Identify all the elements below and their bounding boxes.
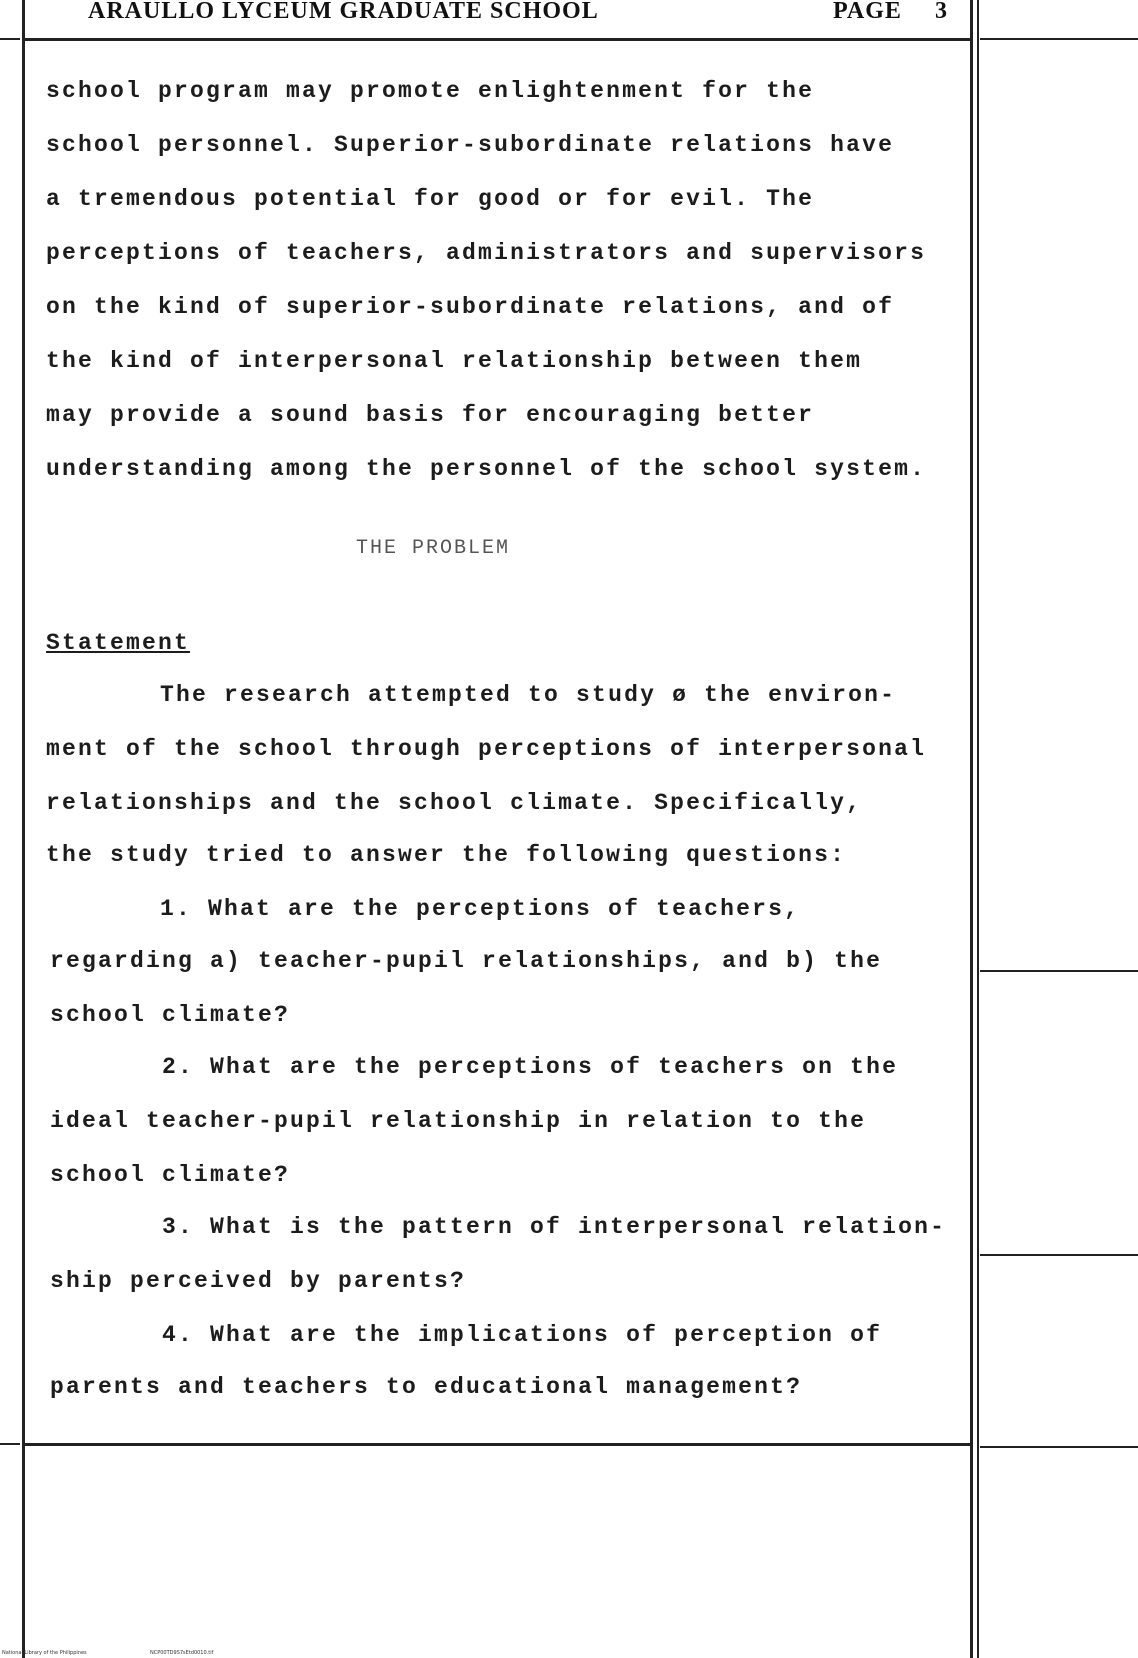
bottom-rule <box>22 1443 972 1446</box>
section-title: THE PROBLEM <box>356 537 511 560</box>
intro-line: understanding among the personnel of the school system. <box>46 456 927 482</box>
right-tick-1 <box>980 970 1138 972</box>
footer-file-id: NCP00TD9S7sEtd0010.tif <box>150 1650 214 1656</box>
intro-line: school program may promote enlightenment for the <box>46 78 815 104</box>
question-2-line: 2. What are the perceptions of teachers on the <box>162 1054 899 1080</box>
header-institution: ARAULLO LYCEUM GRADUATE SCHOOL <box>88 0 599 24</box>
question-1-line: 1. What are the perceptions of teachers, <box>160 896 801 922</box>
left-margin-line <box>22 0 25 1658</box>
left-stub-line <box>0 38 20 40</box>
intro-line: on the kind of superior-subordinate relations, and of <box>46 294 895 320</box>
question-2-line: school climate? <box>50 1162 291 1188</box>
statement-line: the study tried to answer the following questions: <box>46 842 847 868</box>
question-3-line: ship perceived by parents? <box>50 1268 467 1294</box>
header-underline <box>22 38 972 41</box>
intro-line: may provide a sound basis for encouraging better <box>46 402 815 428</box>
header-page-number: 3 <box>935 0 948 24</box>
header-page-label: PAGE <box>833 0 902 24</box>
intro-line: the kind of interpersonal relationship between them <box>46 348 863 374</box>
question-1-line: regarding a) teacher-pupil relationships, and b) the <box>50 948 883 974</box>
right-edge-line <box>977 0 979 1658</box>
intro-line: perceptions of teachers, administrators and supervisors <box>46 240 927 266</box>
right-tick-2 <box>980 1254 1138 1256</box>
statement-line: The research attempted to study ø the environ- <box>160 682 897 708</box>
right-stub-line <box>980 38 1138 40</box>
intro-line: a tremendous potential for good or for evil. The <box>46 186 815 212</box>
left-bottom-stub <box>0 1443 20 1445</box>
question-1-line: school climate? <box>50 1002 291 1028</box>
question-4-line: parents and teachers to educational management? <box>50 1374 803 1400</box>
intro-line: school personnel. Superior-subordinate relations have <box>46 132 895 158</box>
question-2-line: ideal teacher-pupil relationship in relation to the <box>50 1108 867 1134</box>
question-3-line: 3. What is the pattern of interpersonal relation- <box>162 1214 947 1240</box>
statement-line: relationships and the school climate. Specifically, <box>46 790 863 816</box>
right-bottom-stub <box>980 1446 1138 1448</box>
right-margin-line <box>970 0 973 1658</box>
statement-line: ment of the school through perceptions of interpersonal <box>46 736 927 762</box>
subsection-title: Statement <box>46 630 191 656</box>
footer-library: National Library of the Philippines <box>2 1650 87 1656</box>
question-4-line: 4. What are the implications of perception of <box>162 1322 883 1348</box>
